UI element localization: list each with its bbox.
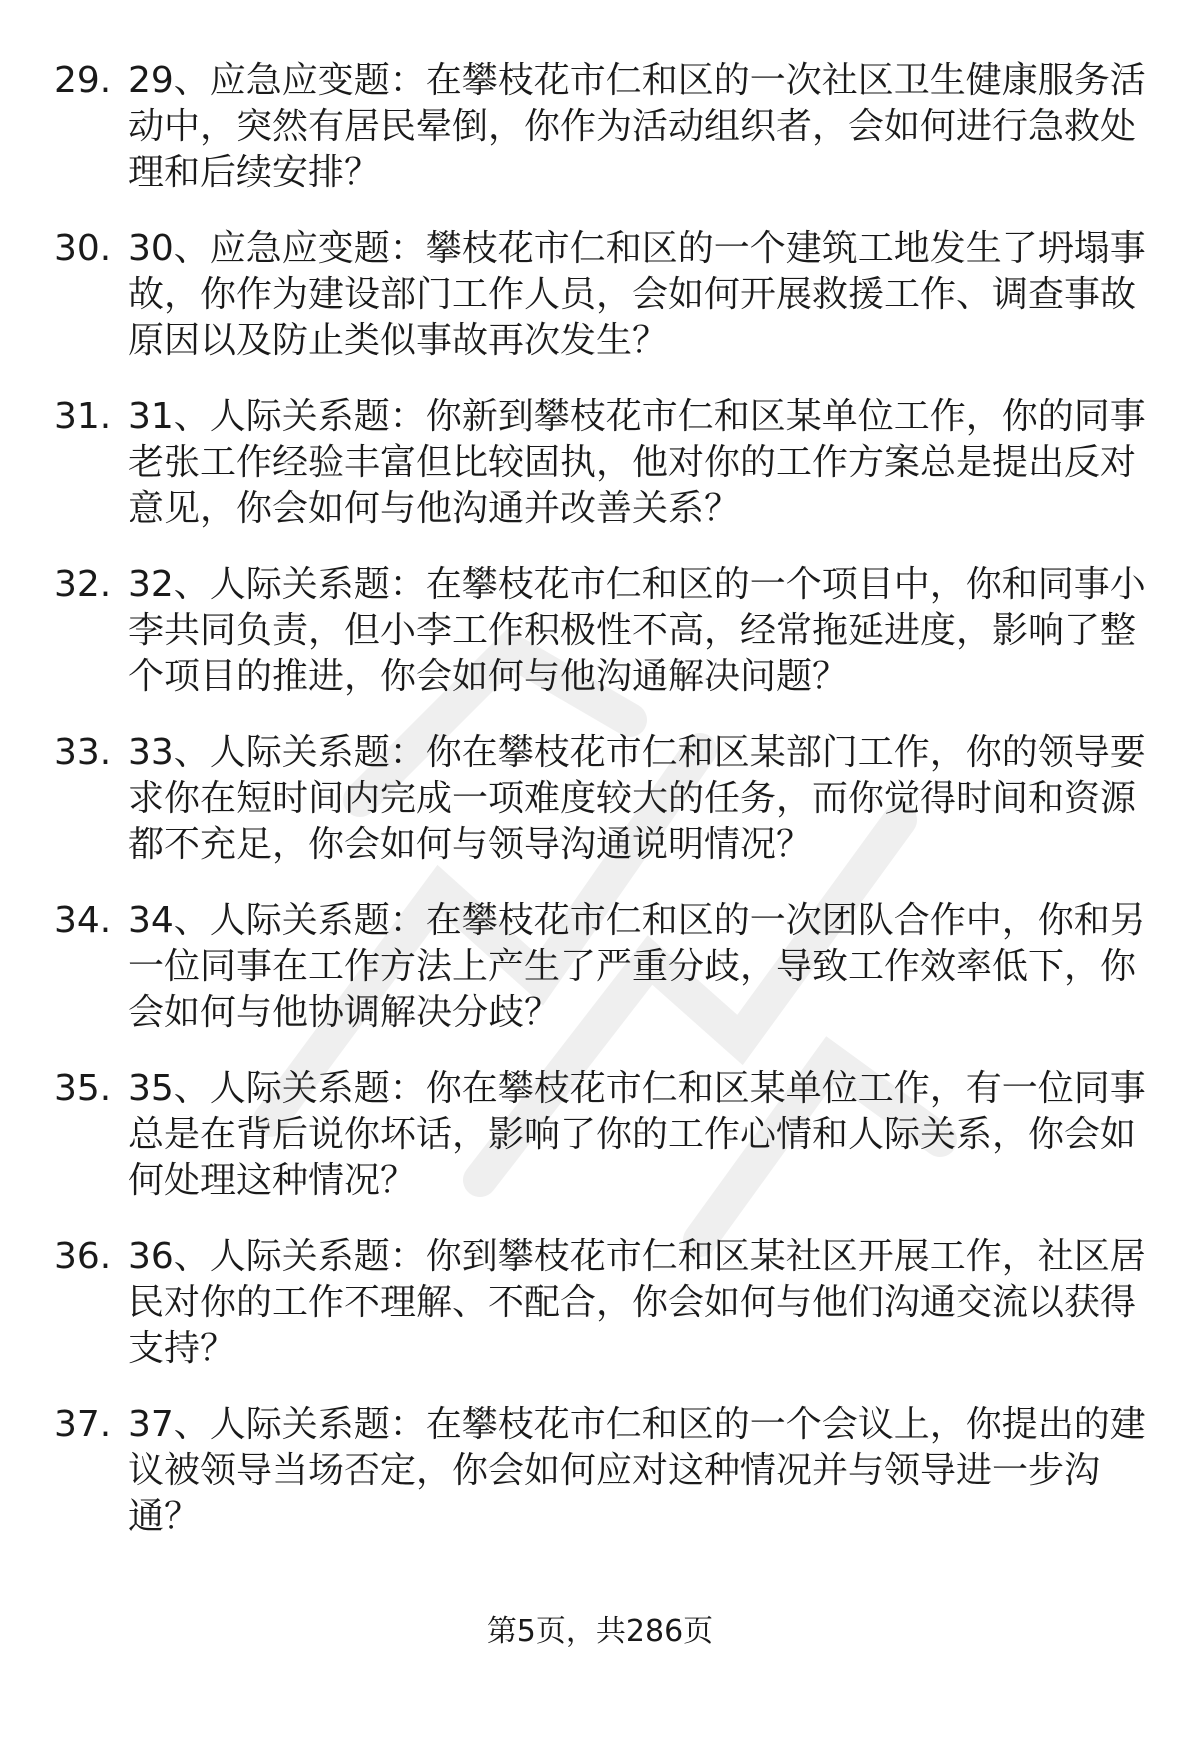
question-text: 36、人际关系题：你到攀枝花市仁和区某社区开展工作，社区居民对你的工作不理解、不配合，你会如何与他们沟通交流以获得支持？ <box>128 1236 1146 1369</box>
page-footer <box>0 1612 1200 1652</box>
page-number-label: 第5页，共286页 <box>486 1614 714 1649</box>
question-text: 34、人际关系题：在攀枝花市仁和区的一次团队合作中，你和另一位同事在工作方法上产生了严重分歧，导致工作效率低下，你会如何与他协调解决分歧？ <box>128 900 1146 1033</box>
question-item <box>54 394 1150 532</box>
question-item <box>54 898 1150 1036</box>
question-item <box>54 1066 1150 1204</box>
question-text: 31、人际关系题：你新到攀枝花市仁和区某单位工作，你的同事老张工作经验丰富但比较固执，他对你的工作方案总是提出反对意见，你会如何与他沟通并改善关系？ <box>128 396 1146 529</box>
question-item <box>54 58 1150 196</box>
question-item <box>54 730 1150 868</box>
question-text: 37、人际关系题：在攀枝花市仁和区的一个会议上，你提出的建议被领导当场否定，你会如何应对这种情况并与领导进一步沟通？ <box>128 1404 1146 1537</box>
question-text: 29、应急应变题：在攀枝花市仁和区的一次社区卫生健康服务活动中，突然有居民晕倒，你作为活动组织者，会如何进行急救处理和后续安排？ <box>128 60 1146 193</box>
question-number: 29. <box>54 60 112 101</box>
question-number: 33. <box>54 732 112 773</box>
question-text: 32、人际关系题：在攀枝花市仁和区的一个项目中，你和同事小李共同负责，但小李工作积极性不高，经常拖延进度，影响了整个项目的推进，你会如何与他沟通解决问题？ <box>128 564 1146 697</box>
question-number: 37. <box>54 1404 112 1445</box>
question-text: 33、人际关系题：你在攀枝花市仁和区某部门工作，你的领导要求你在短时间内完成一项难度较大的任务，而你觉得时间和资源都不充足，你会如何与领导沟通说明情况？ <box>128 732 1146 865</box>
question-text: 35、人际关系题：你在攀枝花市仁和区某单位工作，有一位同事总是在背后说你坏话，影响了你的工作心情和人际关系，你会如何处理这种情况？ <box>128 1068 1146 1201</box>
question-item <box>54 1402 1150 1540</box>
question-number: 32. <box>54 564 112 605</box>
question-number: 34. <box>54 900 112 941</box>
question-text: 30、应急应变题：攀枝花市仁和区的一个建筑工地发生了坍塌事故，你作为建设部门工作人员，会如何开展救援工作、调查事故原因以及防止类似事故再次发生？ <box>128 228 1146 361</box>
question-item <box>54 226 1150 364</box>
question-number: 31. <box>54 396 112 437</box>
question-number: 30. <box>54 228 112 269</box>
question-list <box>54 58 1150 1570</box>
question-number: 35. <box>54 1068 112 1109</box>
question-item <box>54 1234 1150 1372</box>
question-number: 36. <box>54 1236 112 1277</box>
question-item <box>54 562 1150 700</box>
